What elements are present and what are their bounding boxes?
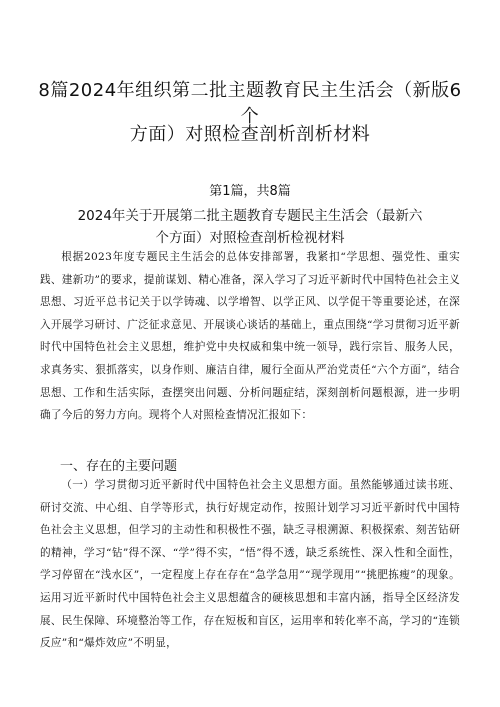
intro-paragraph: 根据2023年度专题民主生活会的总体安排部署，我紧扣“学思想、强党性、重实践、建新功”的要求，提前谋划、精心准备，深入学习了习近平新时代中国特色社会主义思想、习近平总书记关于以学铸魂、以学增智、以学正风、以学促干等重要论述，在深入开展学习研讨、广泛征求意见、开展谈心谈话的基础上，重点围绕“学习贯彻习近平新时代中国特色社会主义思想，维护党中央权威和集中统一领导，践行宗旨、服务人民，求真务实、狠抓落实，以身作则、廉洁自律，履行全面从严治党责任“六个方面”，结合思想、工作和生活实际，查摆突出问题、分析问题症结，深刻剖析问题根源，进一步明确了今后的努力方向。现将个人对照检查情况汇报如下： <box>40 251 460 422</box>
section-subtitle-line-2: 个方面）对照检查剖析检视材料 <box>155 230 345 246</box>
document-title-line-2: 方面）对照检查剖析剖析材料 <box>129 124 371 145</box>
problem-paragraph-1: （一）学习贯彻习近平新时代中国特色社会主义思想方面。虽然能够通过读书班、研讨交流、中心组、自学等形式，执行好规定动作，按照计划学习习近平新时代中国特色社会主义思想，但学习的主动性和积极性不强，缺乏寻根溯源、积极探索、刻苦钻研的精神，学习“钻”得不深、“学”得不实，“悟”得不透，缺乏系统性、深入性和全面性，学习停留在“浅水区”，一定程度上存在存在“急学急用”“现学现用”“挑肥拣瘦”的现象。运用习近平新时代中国特色社会主义思想蕴含的硬核思想和丰富内涵，指导全区经济发展、民生保障、环境整治等工作，存在短板和盲区，运用率和转化率不高，学习的“连锁反应”和“爆炸效应”不明显， <box>40 479 460 650</box>
document-title-line-1: 8篇2024年组织第二批主题教育民主生活会（新版6个 <box>38 80 462 127</box>
section-subtitle-line-1: 2024年关于开展第二批主题教育专题民主生活会（最新六 <box>77 208 423 224</box>
section-heading-problems: 一、存在的主要问题 <box>60 459 178 474</box>
section-index: 第1篇，共8篇 <box>209 184 291 199</box>
